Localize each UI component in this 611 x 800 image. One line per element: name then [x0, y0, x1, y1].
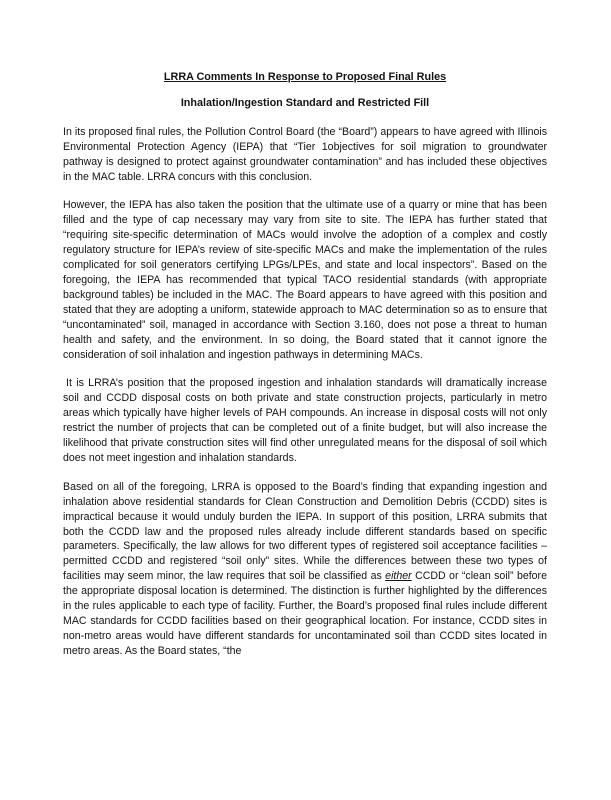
paragraph-4-emphasis: either — [385, 570, 412, 583]
document-page — [63, 70, 547, 673]
document-title: LRRA Comments In Response to Proposed Final Rules — [163, 71, 447, 83]
paragraph-4-text-before: Based on all of the foregoing, LRRA is opposed to the Board’s finding that expanding ingestion and inhalation above residential standards for Clean Construction and Demolition Debris (CCDD) sites is impractical because it would unduly burden the IEPA. In support of this position, LRRA submits that both the CCDD law and the proposed rules already include different standards based on specific parameters. Specifically, the law allows for two different types of registered soil acceptance facilities – permitted CCDD and registered “soil only” sites. While the differences between these two types of facilities may seem minor, the law requires that soil be classified as — [63, 480, 547, 583]
paragraph-2: However, the IEPA has also taken the position that the ultimate use of a quarry or mine that has been filled and the type of cap necessary may vary from site to site. The IEPA has further stated that “requiring site-specific determination of MACs would involve the adoption of a complex and costly regulatory structure for IEPA’s review of site-specific MACs and make the implementation of the rules complicated for soil generators certifying LPGs/LPEs, and state and local inspectors”. Based on the foregoing, the IEPA has recommended that typical TACO residential standards (with appropriate background tables) be included in the MAC. The Board appears to have agreed with this position and stated that they are adopting a uniform, statewide approach to MAC determination so as to ensure that “uncontaminated” soil, managed in accordance with Section 3.160, does not pose a threat to human health and safety, and the environment. In so doing, the Board stated that it cannot ignore the consideration of soil inhalation and ingestion pathways in determining MACs. — [63, 199, 547, 361]
paragraph-1: In its proposed final rules, the Pollution Control Board (the “Board”) appears to have agreed with Illinois Environmental Protection Agency (IEPA) that “Tier 1objectives for soil migration to groundwater pathway is designed to protect against groundwater contamination” and has included these objectives in the MAC table. LRRA concurs with this conclusion. — [63, 125, 547, 183]
paragraph-4-text-after: CCDD or “clean soil” before the appropriate disposal location is determined. The distinction is further highlighted by the differences in the rules applicable to each type of facility. Further, the Board’s proposed final rules include different MAC standards for CCDD facilities based on their geographical location. For instance, CCDD sites in non-metro areas would have different standards for uncontaminated soil than CCDD sites located in metro areas. As the Board states, “the — [63, 570, 547, 657]
document-subtitle: Inhalation/Ingestion Standard and Restricted Fill — [180, 96, 430, 109]
paragraph-3: It is LRRA’s position that the proposed ingestion and inhalation standards will dramatically increase soil and CCDD disposal costs on both private and state construction projects, particularly in metro areas which typically have higher levels of PAH compounds. An increase in disposal costs will not only restrict the number of projects that can be completed out of a finite budget, but will also increase the likelihood that private construction sites will find other unregulated means for the disposal of soil which does not meet ingestion and inhalation standards. — [63, 377, 547, 464]
paragraph-4 — [63, 480, 547, 659]
